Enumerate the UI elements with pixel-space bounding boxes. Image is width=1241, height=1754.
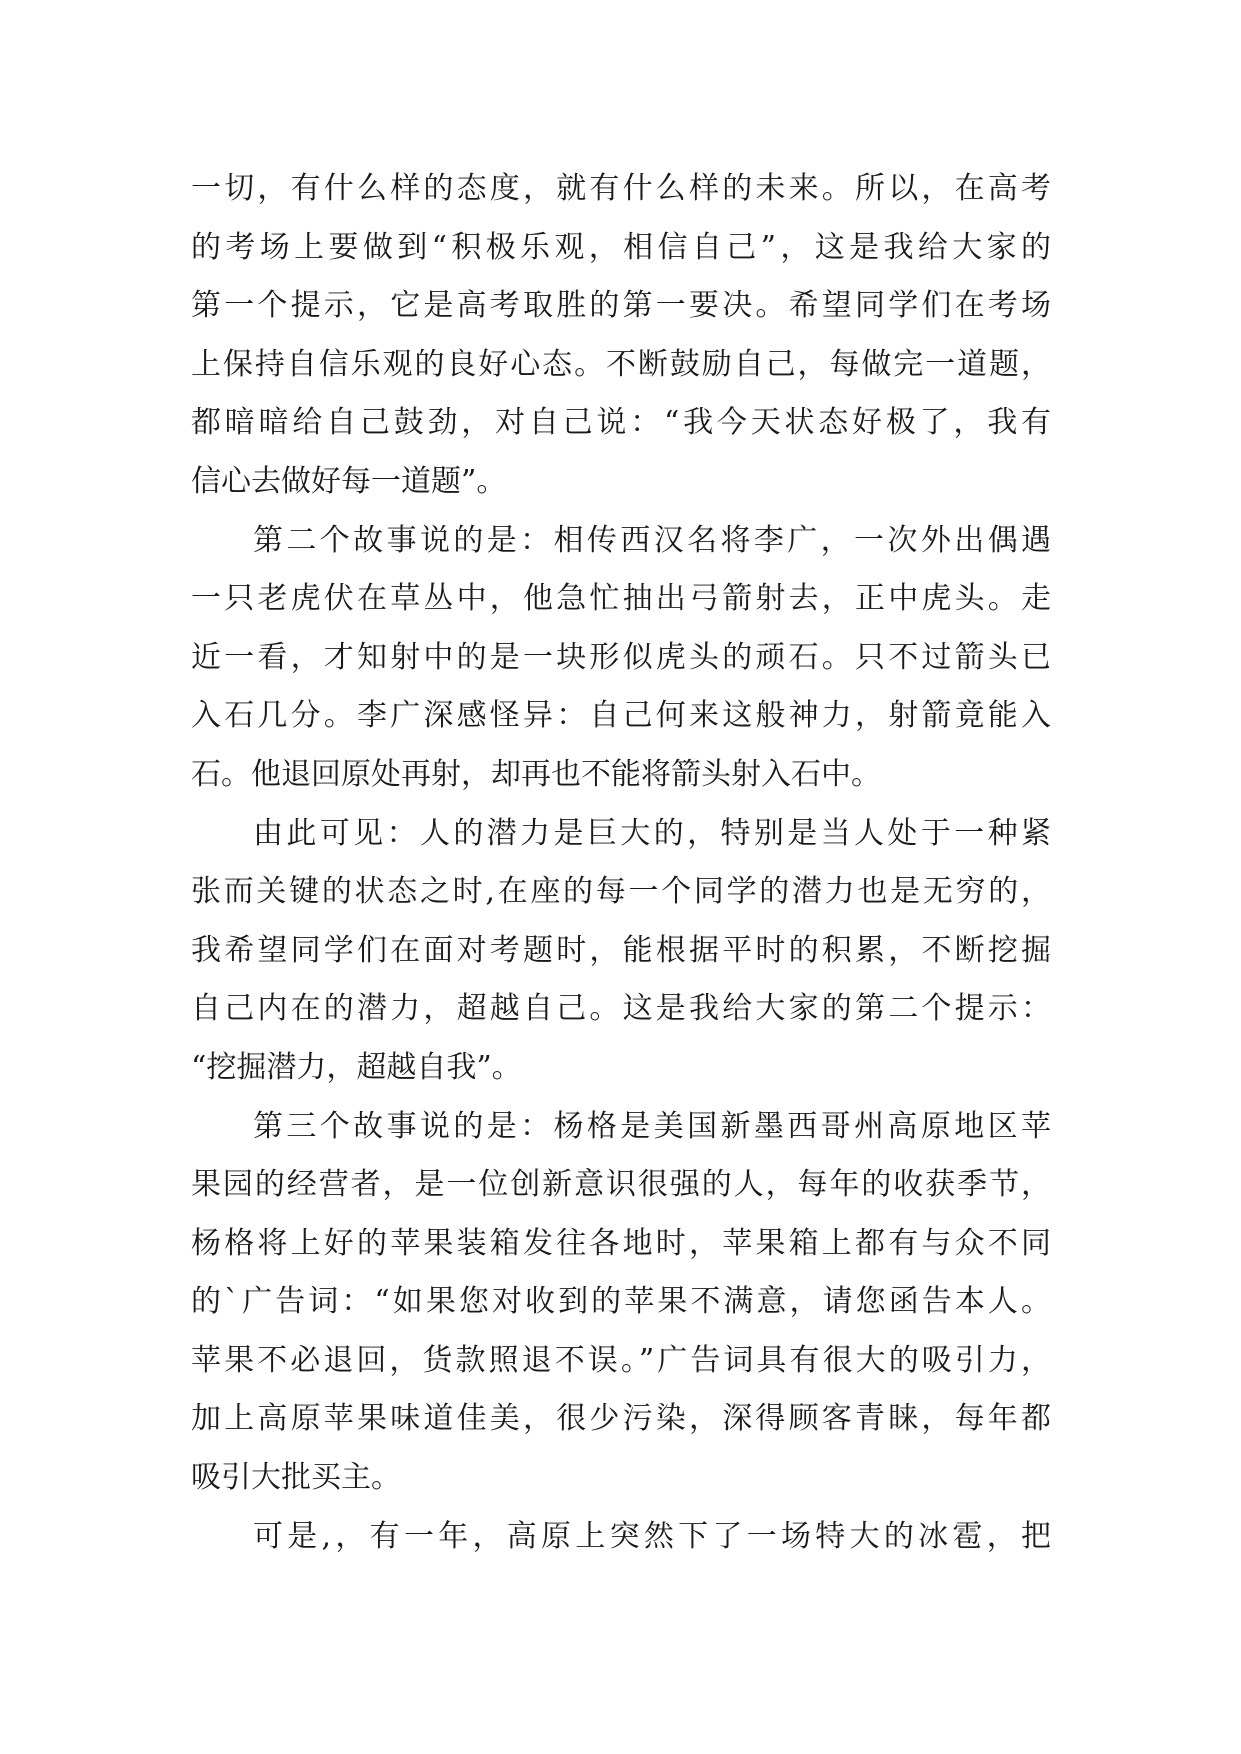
text-line: 果园的经营者，是一位创新意识很强的人，每年的收获季节， bbox=[191, 1167, 1051, 1203]
text-line: 入石几分。李广深感怪异：自己何来这般神力，射箭竟能入 bbox=[191, 698, 1051, 734]
body-text bbox=[191, 160, 1051, 1566]
text-line: 吸引大批买主。 bbox=[191, 1460, 401, 1496]
text-line: 石。他退回原处再射，却再也不能将箭头射入石中。 bbox=[191, 756, 881, 792]
text-line: “挖掘潜力，超越自我”。 bbox=[191, 1049, 522, 1085]
text-line: 上保持自信乐观的良好心态。不断鼓励自己，每做完一道题， bbox=[191, 346, 1051, 382]
text-line: 近一看，才知射中的是一块形似虎头的顽石。只不过箭头已 bbox=[191, 639, 1051, 675]
text-line: 杨格将上好的苹果装箱发往各地时，苹果箱上都有与众不同 bbox=[191, 1225, 1051, 1261]
text-line: 信心去做好每一道题”。 bbox=[191, 463, 507, 499]
text-line: 张而关键的状态之时,在座的每一个同学的潜力也是无穷的， bbox=[191, 874, 1051, 910]
text-line: 一切，有什么样的态度，就有什么样的未来。所以，在高考 bbox=[191, 171, 1051, 206]
text-line: 的考场上要做到“积极乐观，相信自己”，这是我给大家的 bbox=[191, 229, 1051, 265]
text-line: 都暗暗给自己鼓劲，对自己说：“我今天状态好极了，我有 bbox=[191, 405, 1051, 441]
text-line: 一只老虎伏在草丛中，他急忙抽出弓箭射去，正中虎头。走 bbox=[191, 581, 1051, 617]
text-line: 第三个故事说的是：杨格是美国新墨西哥州高原地区苹 bbox=[253, 1108, 1051, 1144]
text-line: 第一个提示，它是高考取胜的第一要决。希望同学们在考场 bbox=[191, 288, 1051, 324]
text-line: 可是,，有一年，高原上突然下了一场特大的冰雹，把 bbox=[253, 1518, 1051, 1554]
text-line: 我希望同学们在面对考题时，能根据平时的积累，不断挖掘 bbox=[191, 932, 1051, 968]
text-line: 第二个故事说的是：相传西汉名将李广，一次外出偶遇 bbox=[253, 522, 1051, 558]
text-line: 自己内在的潜力，超越自己。这是我给大家的第二个提示： bbox=[191, 991, 1051, 1027]
text-line: 由此可见：人的潜力是巨大的，特别是当人处于一种紧 bbox=[253, 815, 1051, 851]
text-line: 苹果不必退回，货款照退不误。”广告词具有很大的吸引力， bbox=[191, 1342, 1051, 1378]
text-line: 加上高原苹果味道佳美，很少污染，深得顾客青睐，每年都 bbox=[191, 1401, 1051, 1437]
text-line: 的`广告词：“如果您对收到的苹果不满意，请您函告本人。 bbox=[191, 1284, 1051, 1320]
